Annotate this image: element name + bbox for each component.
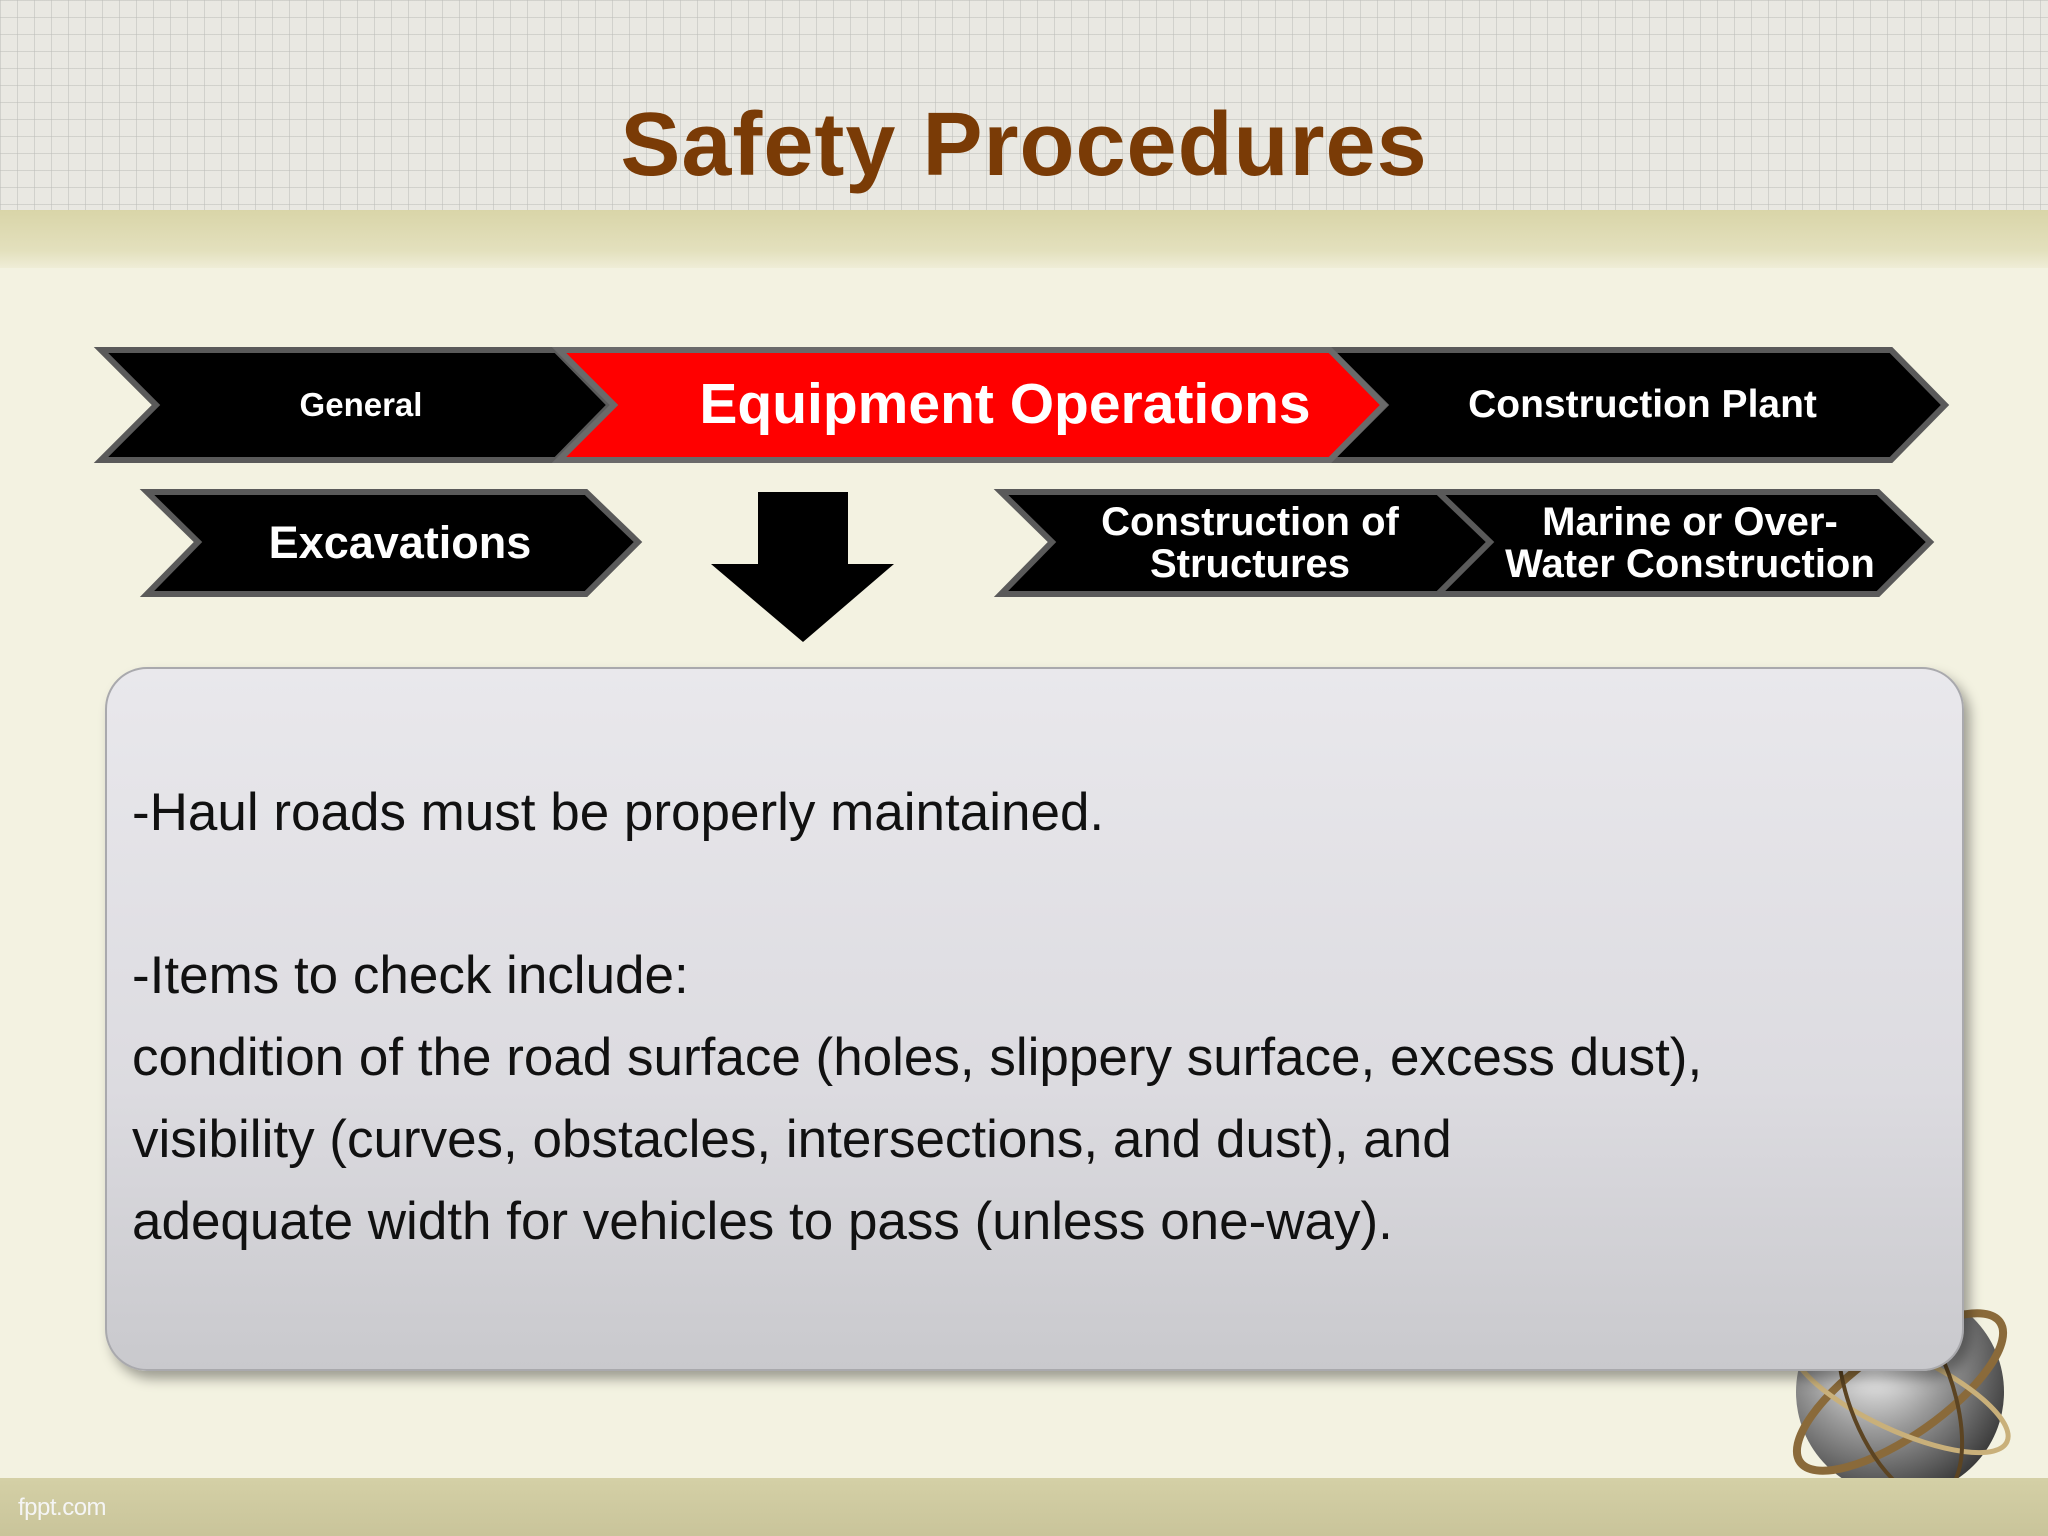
page-title: Safety Procedures (620, 95, 1428, 195)
tab-marine-construction-label: Marine or Over-Water Construction (1505, 500, 1875, 586)
content-panel (105, 667, 1964, 1371)
content-line-1: -Haul roads must be properly maintained. (132, 783, 1105, 842)
footer-brand: fppt.com (18, 1494, 107, 1521)
content-line-4: visibility (curves, obstacles, intersections, and dust), and (132, 1110, 1452, 1169)
content-line-2: -Items to check include: (132, 946, 689, 1005)
tab-equipment-operations-label: Equipment Operations (699, 372, 1311, 437)
tab-excavations-label: Excavations (268, 517, 532, 569)
content-line-5: adequate width for vehicles to pass (unless one-way). (132, 1192, 1393, 1251)
header-stripe (0, 210, 2048, 268)
tab-construction-plant-label: Construction Plant (1468, 382, 1817, 426)
footer-bar (0, 1478, 2048, 1536)
tab-general-label: General (299, 385, 423, 423)
tab-construction-of-structures-label: Construction of Structures (1101, 500, 1399, 586)
down-arrow-icon (706, 490, 896, 644)
content-line-3: condition of the road surface (holes, slippery surface, excess dust), (132, 1028, 1703, 1087)
